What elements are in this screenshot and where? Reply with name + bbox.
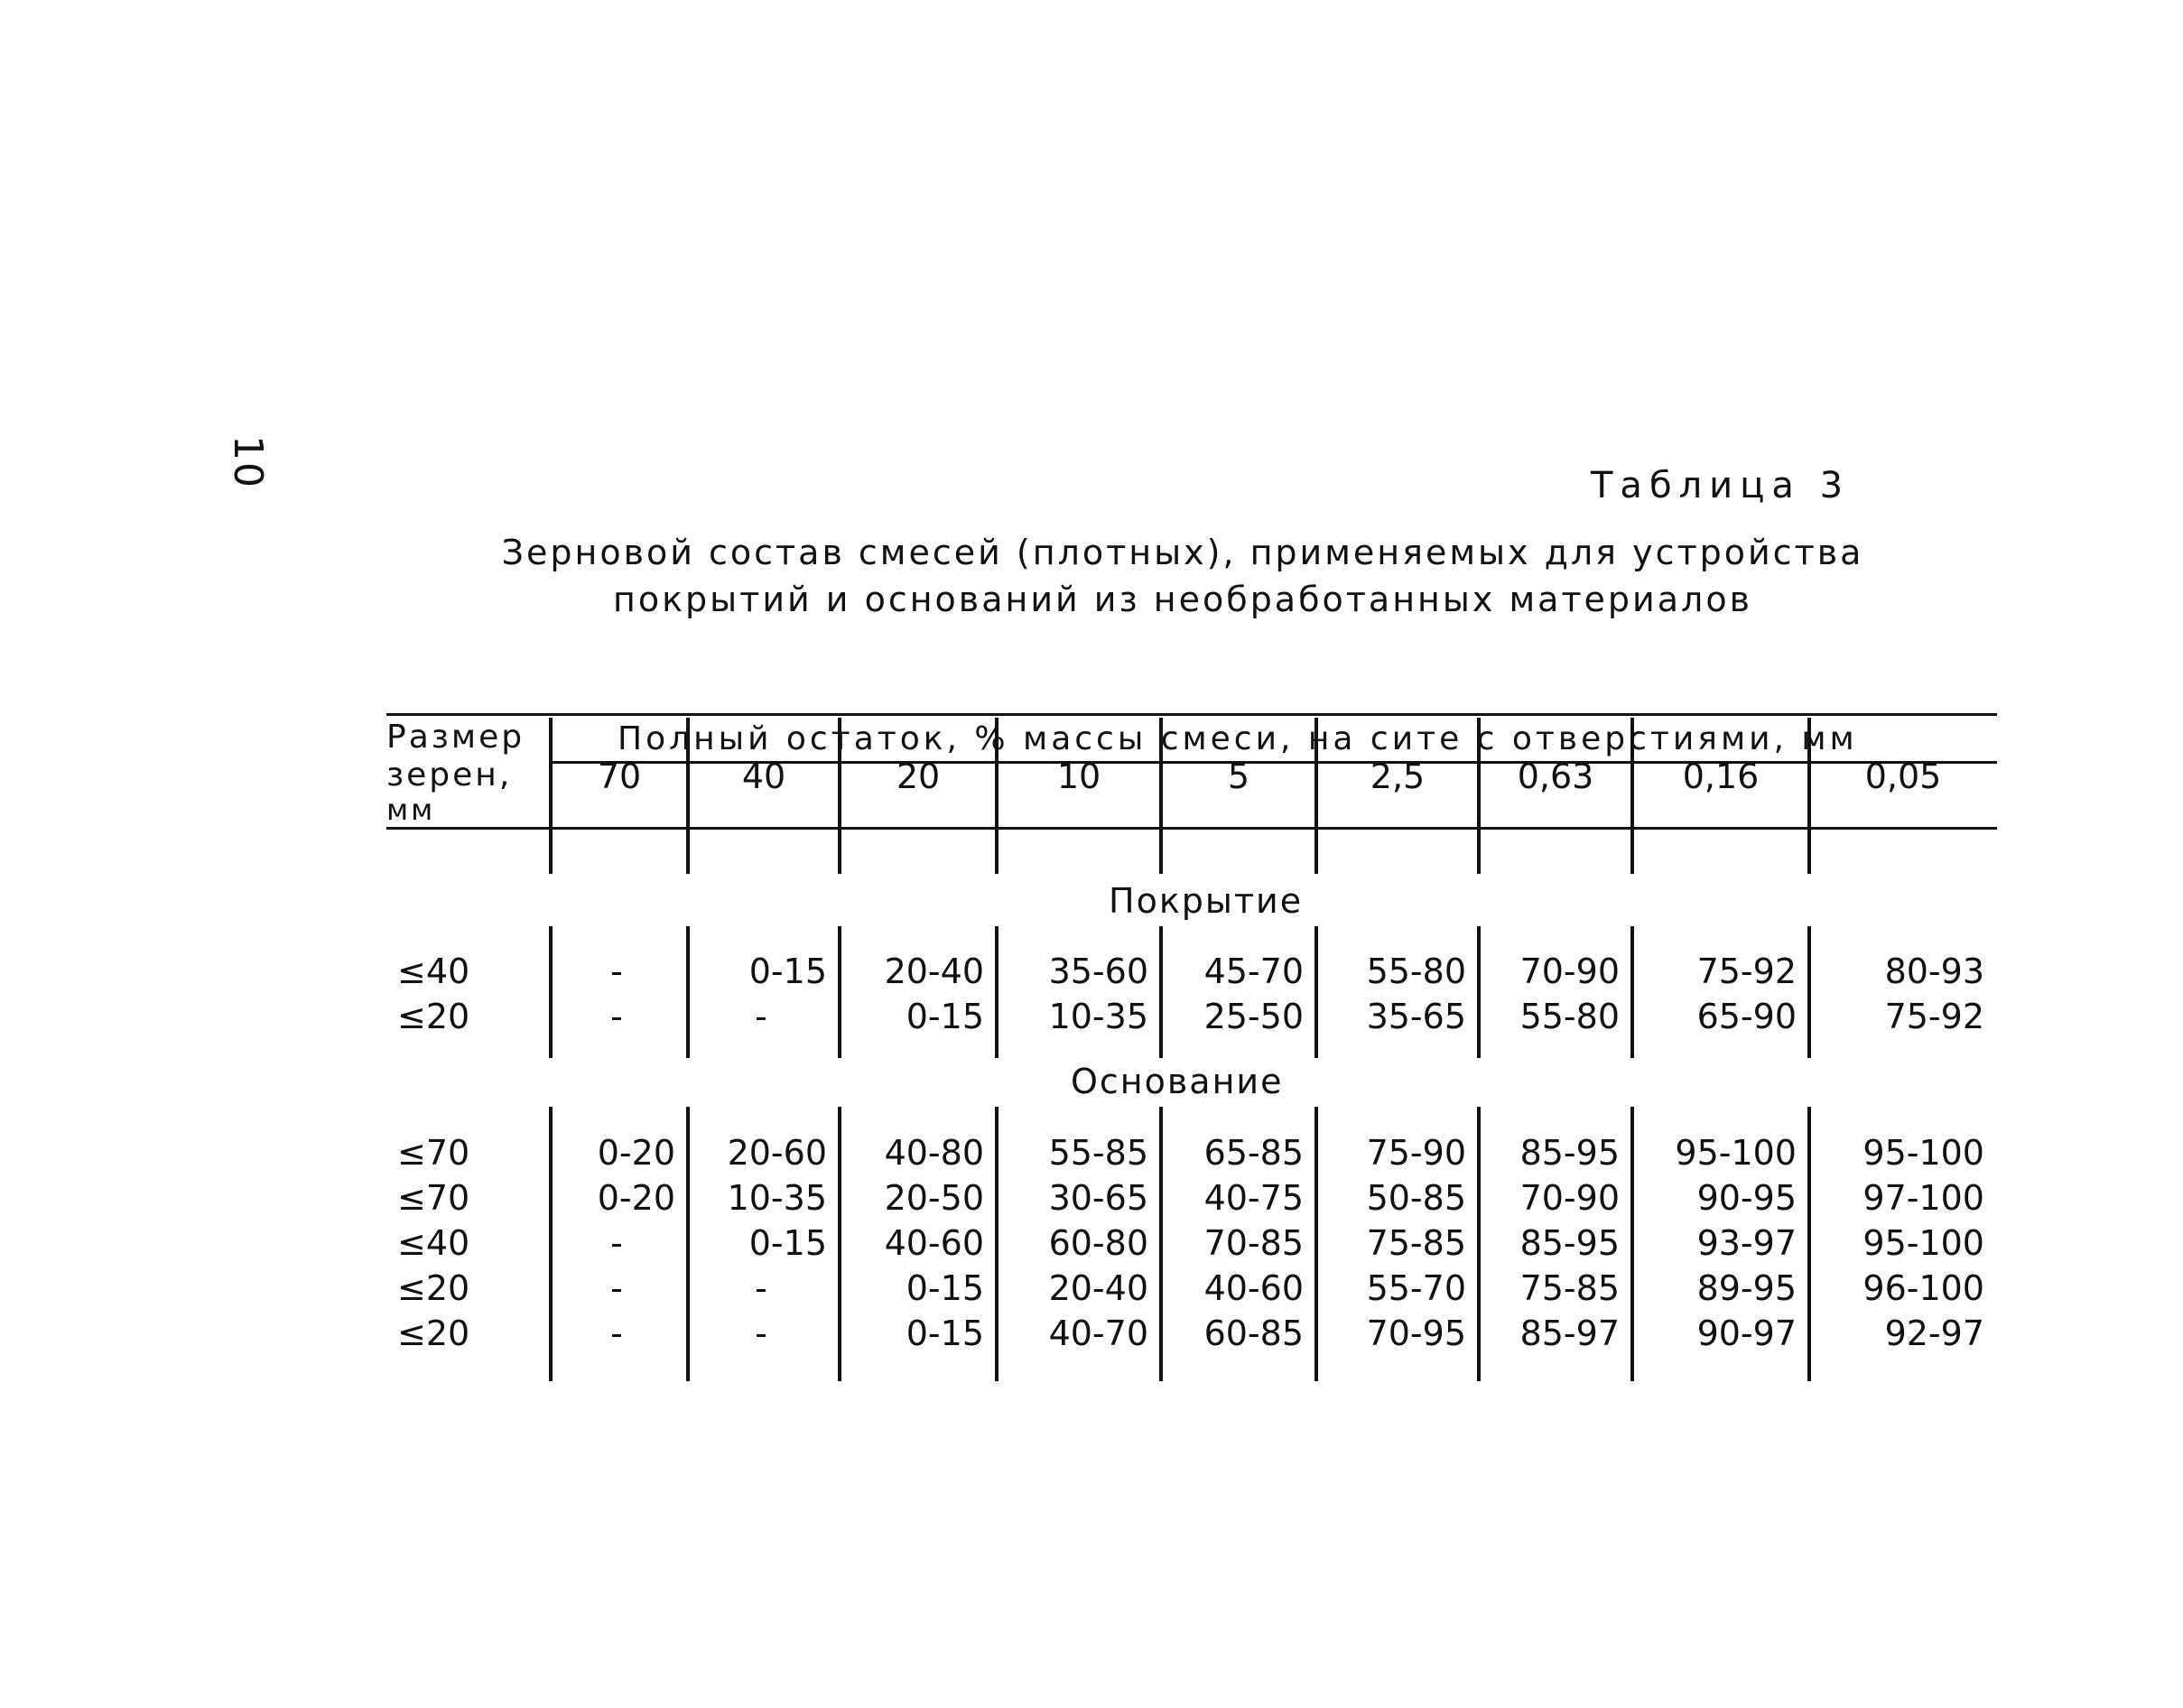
column-rule [1314,1107,1318,1381]
sieve-header: 40 [741,757,786,796]
value-cell: 25-50 [1203,997,1304,1036]
value-cell: 85-95 [1519,1133,1620,1173]
column-rule [995,1107,999,1381]
value-cell: 95-100 [1863,1223,1984,1263]
column-rule [1807,926,1811,1058]
column-rule [1314,926,1318,1058]
value-cell: 85-97 [1519,1313,1620,1353]
grain-size-cell: ≤40 [397,1223,470,1263]
value-cell: - [755,1313,767,1353]
value-cell: 40-60 [1203,1268,1304,1308]
grain-size-cell: ≤70 [397,1178,470,1218]
value-cell: 95-100 [1863,1133,1984,1173]
value-cell: - [610,1313,623,1353]
value-cell: 90-95 [1696,1178,1797,1218]
group-header: Полный остаток, % массы смеси, на сите с отверстиями, мм [618,720,1858,757]
sieve-header: 10 [1056,757,1101,796]
column-rule [1159,926,1163,1058]
value-cell: 95-100 [1675,1133,1797,1173]
column-rule [1630,926,1634,1058]
sieve-header: 0,16 [1682,757,1760,796]
grain-size-cell: ≤20 [397,1313,470,1353]
value-cell: 85-95 [1519,1223,1620,1263]
value-cell: 80-93 [1884,951,1984,991]
value-cell: 70-95 [1366,1313,1466,1353]
value-cell: 35-60 [1048,951,1148,991]
header-bottom-rule [386,827,1997,830]
value-cell: 20-60 [727,1133,827,1173]
grain-size-cell: ≤70 [397,1133,470,1173]
column-rule [1477,926,1481,1058]
column-rule [838,926,841,1058]
value-cell: 97-100 [1863,1178,1984,1218]
value-cell: 40-70 [1048,1313,1148,1353]
column-rule [838,1107,841,1381]
column-rule [1477,1107,1481,1381]
value-cell: 90-97 [1696,1313,1797,1353]
value-cell: 93-97 [1696,1223,1797,1263]
value-cell: 55-80 [1366,951,1466,991]
sieve-header: 20 [896,757,941,796]
value-cell: 0-15 [906,1313,984,1353]
column-rule [549,926,553,1058]
sieve-header: 70 [597,757,642,796]
value-cell: 60-85 [1203,1313,1304,1353]
value-cell: - [755,997,767,1036]
sieve-header: 5 [1227,757,1250,796]
value-cell: 75-90 [1366,1133,1466,1173]
row-header-line-3: мм [386,793,436,827]
value-cell: 96-100 [1863,1268,1984,1308]
table-caption-line-2: покрытий и оснований из необработанных материалов [613,580,1752,619]
table-caption-line-1: Зерновой состав смесей (плотных), применяемых для устройства [501,533,1864,572]
value-cell: 40-80 [884,1133,984,1173]
value-cell: 0-15 [748,951,827,991]
value-cell: 30-65 [1048,1178,1148,1218]
value-cell: 0-15 [748,1223,827,1263]
value-cell: 70-90 [1519,1178,1620,1218]
column-rule [549,1107,553,1381]
value-cell: 70-90 [1519,951,1620,991]
section-title: Основание [1071,1062,1284,1101]
column-rule [1807,1107,1811,1381]
row-header-line-2: зерен, [386,757,513,794]
column-rule [686,1107,690,1381]
sieve-header: 2,5 [1370,757,1426,796]
row-header-line-1: Размер [386,719,525,756]
value-cell: 20-40 [1048,1268,1148,1308]
value-cell: - [755,1268,767,1308]
value-cell: 65-90 [1696,997,1797,1036]
value-cell: 0-20 [597,1178,675,1218]
value-cell: 0-20 [597,1133,675,1173]
value-cell: 75-85 [1519,1268,1620,1308]
column-rule [995,926,999,1058]
value-cell: 55-70 [1366,1268,1466,1308]
value-cell: 55-80 [1519,997,1620,1036]
value-cell: - [610,951,623,991]
value-cell: 0-15 [906,997,984,1036]
value-cell: 40-60 [884,1223,984,1263]
value-cell: 20-50 [884,1178,984,1218]
sieve-header: 0,63 [1517,757,1594,796]
sieve-header: 0,05 [1864,757,1942,796]
value-cell: 50-85 [1366,1178,1466,1218]
value-cell: 60-80 [1048,1223,1148,1263]
value-cell: 45-70 [1203,951,1304,991]
value-cell: 10-35 [1048,997,1148,1036]
grain-size-cell: ≤20 [397,997,470,1036]
value-cell: 75-92 [1884,997,1984,1036]
value-cell: 0-15 [906,1268,984,1308]
table-label: Таблица 3 [1591,465,1851,506]
grain-size-cell: ≤40 [397,951,470,991]
page-number: 10 [225,435,271,489]
value-cell: 10-35 [727,1178,827,1218]
table-top-rule [386,713,1997,716]
column-rule [1159,1107,1163,1381]
value-cell: 70-85 [1203,1223,1304,1263]
value-cell: 65-85 [1203,1133,1304,1173]
value-cell: 40-75 [1203,1178,1304,1218]
value-cell: 20-40 [884,951,984,991]
value-cell: 75-92 [1696,951,1797,991]
value-cell: 89-95 [1696,1268,1797,1308]
value-cell: - [610,997,623,1036]
value-cell: - [610,1268,623,1308]
value-cell: - [610,1223,623,1263]
value-cell: 55-85 [1048,1133,1148,1173]
column-rule [686,926,690,1058]
section-title: Покрытие [1109,881,1304,921]
column-rule [1630,1107,1634,1381]
value-cell: 92-97 [1884,1313,1984,1353]
value-cell: 35-65 [1366,997,1466,1036]
grain-size-cell: ≤20 [397,1268,470,1308]
value-cell: 75-85 [1366,1223,1466,1263]
